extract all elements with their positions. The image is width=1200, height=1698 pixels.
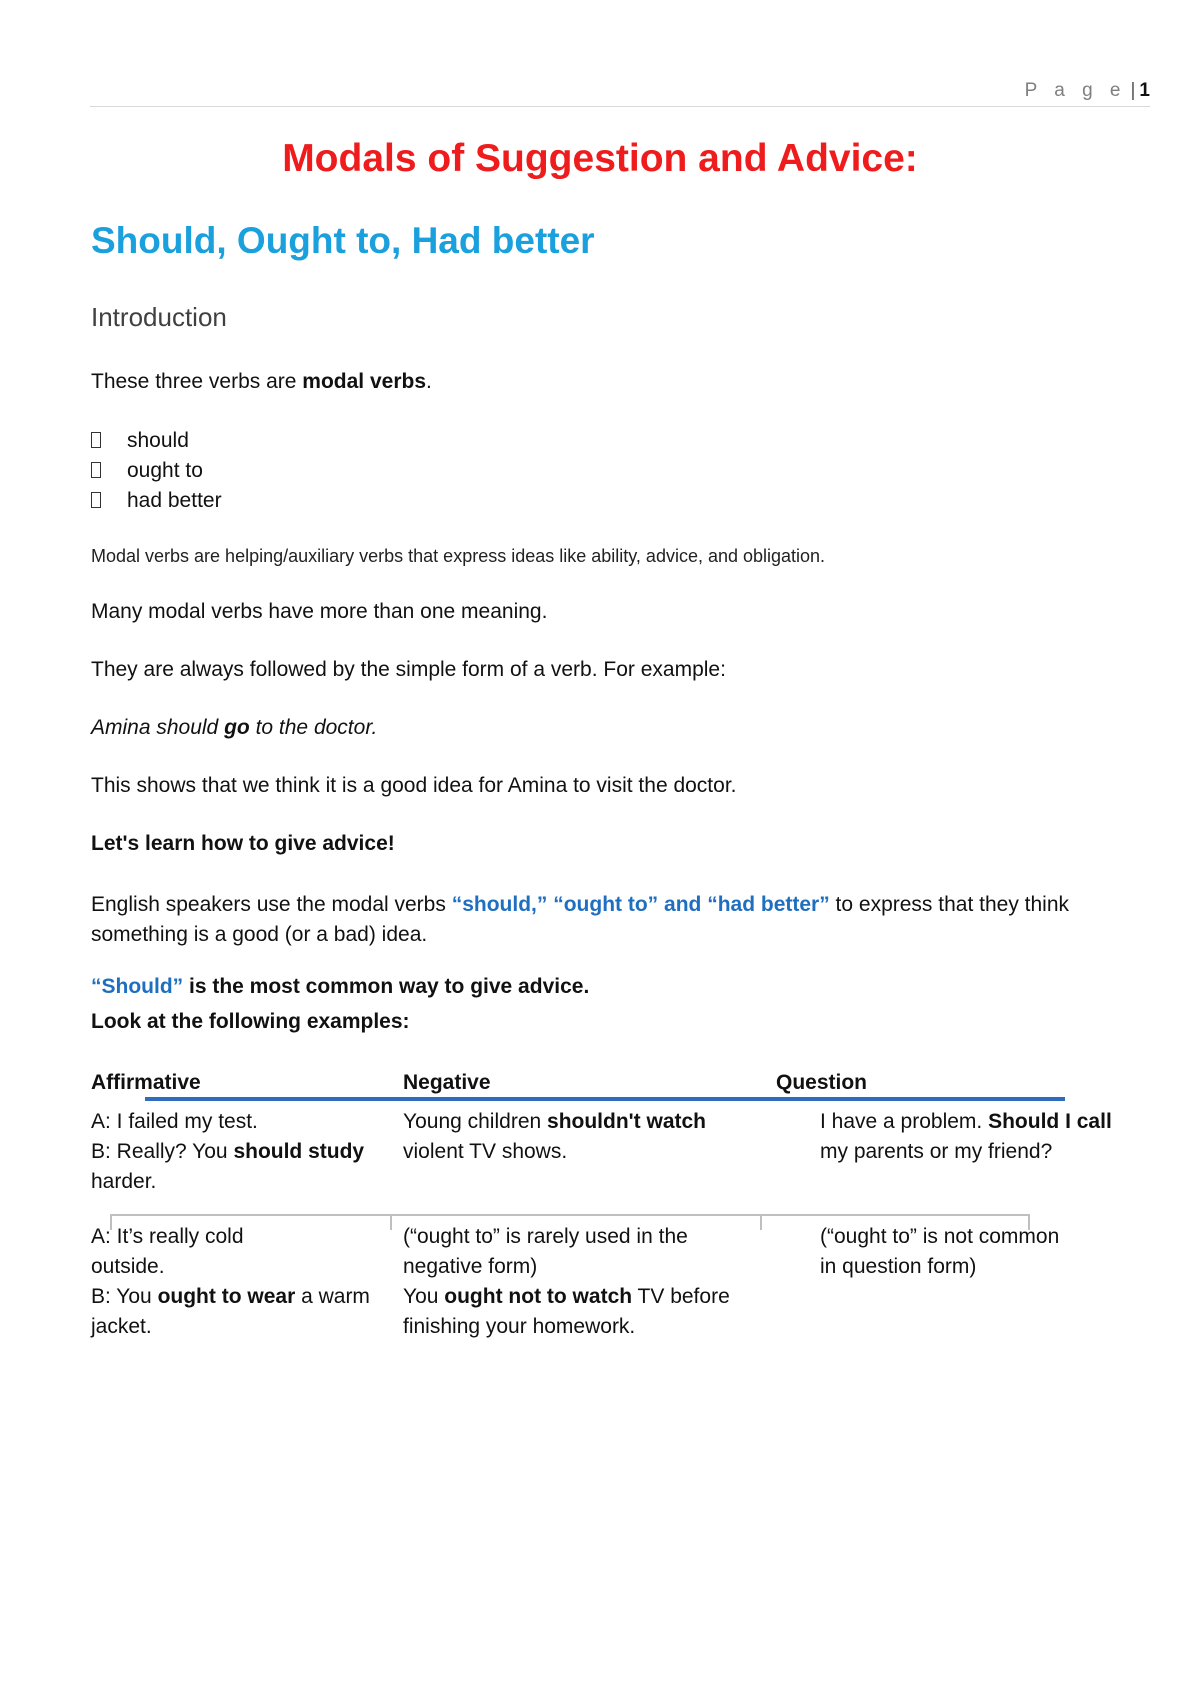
cell-bold: ought not to watch: [444, 1285, 633, 1308]
modal-verb-list: [91, 426, 222, 516]
cell-line: in question form): [820, 1255, 977, 1278]
quoted-ought-to: “ought to”: [553, 893, 659, 916]
table-cell-affirmative-1: [91, 1107, 364, 1197]
document-title: Modals of Suggestion and Advice:: [282, 137, 918, 180]
list-item: [91, 426, 222, 456]
example-sentence: [91, 716, 377, 740]
cell-bold: Should I call: [988, 1110, 1112, 1133]
lets-learn-heading: Let's learn how to give advice!: [91, 832, 395, 855]
intro-paragraph: [91, 370, 432, 394]
cell-line: A: It’s really cold: [91, 1225, 244, 1248]
intro-text: These three verbs are: [91, 370, 303, 393]
column-header-question: Question: [776, 1071, 868, 1094]
cell-line: [91, 1282, 370, 1312]
page-header: [90, 80, 1150, 107]
example-text: Amina should: [91, 716, 225, 739]
cell-bold: ought to wear: [157, 1285, 296, 1308]
row-divider-tick: [760, 1214, 762, 1230]
speakers-and: and: [658, 893, 708, 916]
list-item-label: had better: [127, 489, 222, 512]
section-heading-introduction: Introduction: [91, 302, 227, 332]
example-bold-verb: go: [224, 716, 250, 739]
table-cell-question-1: [820, 1107, 1112, 1167]
column-header-affirmative: Affirmative: [91, 1071, 201, 1094]
example-text-end: to the doctor.: [249, 716, 378, 739]
cell-line: negative form): [403, 1255, 538, 1278]
cell-line: finishing your homework.: [403, 1315, 636, 1338]
cell-bold: should study: [233, 1140, 365, 1163]
meaning-paragraph: Many modal verbs have more than one meaning.: [91, 600, 548, 623]
table-cell-affirmative-2: [91, 1222, 370, 1342]
should-common-line: [91, 975, 589, 999]
cell-line: violent TV shows.: [403, 1140, 568, 1163]
quoted-should: “should,”: [451, 893, 548, 916]
quoted-had-better: “had better”: [707, 893, 830, 916]
intro-bold-term: modal verbs: [302, 370, 426, 393]
cell-text: B: You: [91, 1285, 158, 1308]
cell-line: my parents or my friend?: [820, 1140, 1053, 1163]
cell-line: A: I failed my test.: [91, 1110, 258, 1133]
cell-bold: shouldn't watch: [547, 1110, 707, 1133]
row-divider-tick: [390, 1214, 392, 1230]
should-common-text: is the most common way to give advice.: [183, 975, 590, 998]
cell-text-end: a warm: [295, 1285, 370, 1308]
intro-period: .: [426, 370, 432, 393]
bullet-box-icon: [91, 492, 101, 508]
page-number: 1: [1139, 80, 1150, 101]
cell-text: You: [403, 1285, 445, 1308]
table-cell-question-2: [820, 1222, 1059, 1282]
speakers-paragraph: [91, 890, 1069, 950]
cell-line: outside.: [91, 1255, 165, 1278]
quoted-should-common: “Should”: [91, 975, 184, 998]
bullet-box-icon: [91, 432, 101, 448]
cell-line: (“ought to” is not common: [820, 1225, 1060, 1248]
cell-text-end: TV before: [632, 1285, 730, 1308]
followed-paragraph: They are always followed by the simple form of a verb. For example:: [91, 658, 726, 681]
speakers-text: English speakers use the modal verbs: [91, 893, 452, 916]
table-header-rule: [145, 1097, 1065, 1101]
page-label: P a g e: [1024, 80, 1127, 101]
cell-line: (“ought to” is rarely used in the: [403, 1225, 688, 1248]
list-item: [91, 456, 222, 486]
cell-text: B: Really? You: [91, 1140, 234, 1163]
speakers-line-2: something is a good (or a bad) idea.: [91, 923, 428, 946]
cell-text: I have a problem.: [820, 1110, 989, 1133]
definition-paragraph: Modal verbs are helping/auxiliary verbs that express ideas like ability, advice, and obligation.: [91, 546, 826, 566]
list-item-label: ought to: [127, 459, 203, 482]
page-separator: |: [1130, 80, 1136, 101]
document-subtitle: Should, Ought to, Had better: [91, 220, 595, 261]
cell-text: Young children: [403, 1110, 548, 1133]
cell-line: [403, 1282, 730, 1312]
cell-line: jacket.: [91, 1315, 152, 1338]
table-row-divider: [110, 1214, 1030, 1216]
bullet-box-icon: [91, 462, 101, 478]
list-item: [91, 486, 222, 516]
speakers-text-end: to express that they think: [829, 893, 1070, 916]
table-cell-negative-1: [403, 1107, 706, 1167]
cell-line: harder.: [91, 1170, 157, 1193]
speakers-line-1: [91, 890, 1069, 920]
cell-line: [91, 1137, 364, 1167]
list-item-label: should: [127, 429, 189, 452]
look-examples-line: Look at the following examples:: [91, 1010, 410, 1033]
explanation-paragraph: This shows that we think it is a good idea for Amina to visit the doctor.: [91, 774, 737, 797]
cell-line: [820, 1107, 1112, 1137]
cell-line: [403, 1107, 706, 1137]
table-cell-negative-2: [403, 1222, 730, 1342]
column-header-negative: Negative: [403, 1071, 491, 1094]
